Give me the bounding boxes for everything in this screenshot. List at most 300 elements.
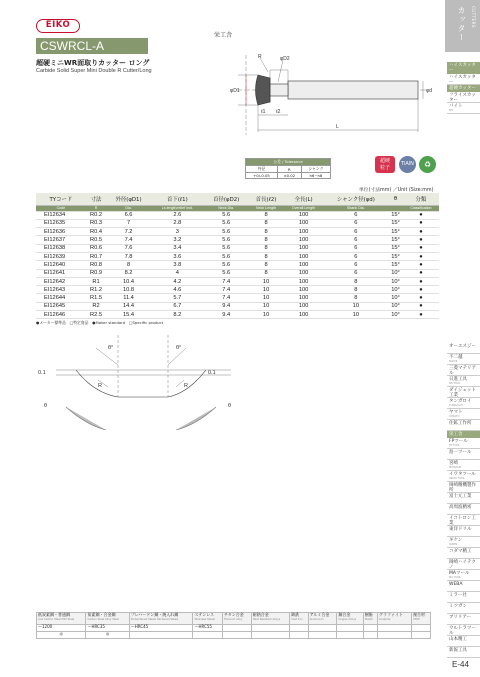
- sidebar-item[interactable]: [447, 493, 480, 504]
- table-cell: 8: [248, 211, 283, 219]
- table-cell: 7.2: [106, 228, 151, 236]
- table-cell: 10°: [388, 302, 403, 310]
- category-tab[interactable]: [445, 0, 480, 52]
- sidebar-item[interactable]: [447, 74, 480, 85]
- material-header: [378, 613, 412, 625]
- table-cell: 8: [248, 244, 283, 252]
- tolerance-val: h6~h8: [301, 173, 330, 179]
- table-cell: 2.8: [151, 219, 204, 227]
- table-cell: 5.6: [204, 261, 249, 269]
- table-cell: ●: [403, 311, 439, 319]
- table-cell: 6.7: [151, 302, 204, 310]
- cell-code: EI12646: [36, 311, 86, 319]
- material-header: [251, 613, 289, 625]
- material-hardness: [363, 625, 377, 632]
- detail-theta2-right: θ: [228, 403, 232, 409]
- table-cell: 100: [284, 228, 324, 236]
- sidebar-item[interactable]: [447, 460, 480, 471]
- column-header: 分類: [403, 193, 439, 205]
- table-cell: 100: [284, 219, 324, 227]
- sidebar-item-label: 三菱マテリアル: [449, 366, 476, 376]
- table-cell: 15.4: [106, 311, 151, 319]
- material-suitability: ◎: [37, 632, 86, 639]
- table-cell: R2: [86, 302, 106, 310]
- table-cell: 6: [324, 219, 389, 227]
- maker-name: 栄工舎: [214, 32, 233, 39]
- material-jp: ステンレス: [194, 612, 214, 617]
- table-cell: 8: [106, 261, 151, 269]
- column-header: 全長(L): [284, 193, 324, 205]
- cell-code: EI12642: [36, 277, 86, 285]
- product-table: [36, 193, 439, 319]
- table-cell: 2.6: [151, 211, 204, 219]
- detail-offset-left: 0.1: [38, 370, 46, 376]
- table-cell: 3.8: [151, 261, 204, 269]
- table-cell: 4.2: [151, 277, 204, 285]
- table-cell: 6: [324, 211, 389, 219]
- sidebar-item-label: WEBA: [449, 582, 463, 587]
- cutter-drawing: [228, 50, 443, 150]
- cell-code: EI12641: [36, 269, 86, 277]
- sidebar-item-label: ミツガン: [449, 604, 467, 609]
- material-jp: アルミ合金: [309, 612, 330, 617]
- material-suitability: [411, 632, 430, 639]
- cell-code: EI12639: [36, 252, 86, 260]
- sidebar-item[interactable]: [447, 376, 480, 387]
- sidebar-item-sub: GIKEN: [449, 543, 458, 546]
- label-d: φd: [426, 88, 433, 94]
- material-hardness: [222, 625, 251, 632]
- table-cell: 7.4: [106, 236, 151, 244]
- category-tab-jp: カッター: [457, 6, 466, 42]
- sidebar-item[interactable]: [447, 354, 480, 365]
- material-en: Graphite: [379, 617, 391, 621]
- material-en: Heat Resistant Alloys: [252, 617, 281, 621]
- eco-icon: ♻: [419, 156, 436, 173]
- sidebar-item[interactable]: [447, 504, 480, 515]
- sidebar-item-label: 東洋ドリル: [449, 527, 472, 532]
- detail-theta-left: θ°: [108, 345, 114, 351]
- table-cell: 6: [324, 261, 389, 269]
- column-header: 首径(φD2): [204, 193, 249, 205]
- cell-code: EI12645: [36, 302, 86, 310]
- material-hardness: [308, 625, 337, 632]
- sidebar-item-sub: MA TOOL: [449, 576, 461, 579]
- cell-code: EI12643: [36, 286, 86, 294]
- table-cell: 100: [284, 277, 324, 285]
- sidebar-item[interactable]: [447, 537, 480, 548]
- table-cell: 10°: [388, 277, 403, 285]
- sidebar-item-label: イワタツール: [449, 472, 476, 477]
- material-hardness: 〜HRC35: [86, 625, 129, 632]
- table-cell: 15°: [388, 219, 403, 227]
- material-header: [411, 613, 430, 625]
- material-jp: 銅合金: [338, 612, 351, 617]
- table-cell: 5.6: [204, 236, 249, 244]
- material-header: [193, 613, 222, 625]
- label-l2: ℓ2: [276, 109, 281, 115]
- table-cell: R0.5: [86, 236, 106, 244]
- material-suitability: [222, 632, 251, 639]
- table-cell: 100: [284, 294, 324, 302]
- column-header: θ: [388, 193, 403, 205]
- tolerance-col: R: [277, 166, 301, 173]
- tolerance-col: 外径: [246, 166, 278, 173]
- material-jp: 鋳鉄: [291, 612, 300, 617]
- table-row: [36, 236, 439, 244]
- table-cell: 100: [284, 261, 324, 269]
- sidebar-item-label: ダイジェット工業: [449, 388, 476, 398]
- material-en: Prehardened Steels Hardened Steels: [130, 617, 179, 621]
- table-cell: ●: [403, 244, 439, 252]
- material-hardness: [337, 625, 363, 632]
- sidebar-item[interactable]: [447, 592, 480, 603]
- table-cell: 9.4: [204, 311, 249, 319]
- table-cell: 100: [284, 244, 324, 252]
- sidebar-item[interactable]: [447, 449, 480, 460]
- tolerance-header: 公差 / Tolerance: [246, 159, 331, 166]
- table-cell: 6: [324, 269, 389, 277]
- material-en: Low Carbon Steel Mild Steel: [38, 617, 75, 621]
- sidebar-item-label: ハイスカッター: [449, 75, 476, 85]
- material-header: [337, 613, 363, 625]
- table-cell: 5.6: [204, 219, 249, 227]
- table-cell: 7: [106, 219, 151, 227]
- table-cell: 11.4: [106, 294, 151, 302]
- material-suitability: [337, 632, 363, 639]
- table-cell: ●: [403, 252, 439, 260]
- material-en: Carbon Steel Alloy Steel: [87, 617, 119, 621]
- sidebar-item[interactable]: [447, 603, 480, 614]
- label-overall-length: L: [336, 124, 339, 130]
- sidebar-item-label: バイト: [449, 104, 463, 109]
- material-jp: 複合材: [412, 612, 425, 617]
- table-cell: 10: [248, 286, 283, 294]
- sidebar-item-label: 高周波精密: [449, 505, 472, 510]
- table-cell: 6.6: [106, 211, 151, 219]
- detail-r-right: R: [184, 383, 188, 389]
- column-subheader: Ls length/relief knd.: [151, 205, 204, 211]
- material-suitability: [378, 632, 412, 639]
- sidebar-item[interactable]: [447, 647, 480, 658]
- table-cell: 5.6: [204, 228, 249, 236]
- sidebar-header[interactable]: [447, 431, 480, 438]
- material-hardness: [411, 625, 430, 632]
- table-cell: 100: [284, 311, 324, 319]
- material-suitability: ◎: [86, 632, 129, 639]
- table-cell: 15°: [388, 236, 403, 244]
- material-header: [86, 613, 129, 625]
- sidebar-item[interactable]: [447, 343, 480, 354]
- material-en: Aluminium: [309, 617, 324, 621]
- column-subheader: Code: [36, 205, 86, 211]
- material-header: [290, 613, 308, 625]
- sidebar-item[interactable]: [447, 636, 480, 647]
- tolerance-col: シャンク: [301, 166, 330, 173]
- sidebar-item-sub: IWATA TOOL: [449, 477, 465, 480]
- table-cell: 15°: [388, 211, 403, 219]
- table-cell: 10°: [388, 269, 403, 277]
- sidebar-item[interactable]: [447, 471, 480, 482]
- table-cell: 8.2: [106, 269, 151, 277]
- sidebar-item-sub: YAMATO: [449, 415, 460, 418]
- table-cell: ●: [403, 286, 439, 294]
- table-cell: 10°: [388, 294, 403, 302]
- table-cell: 14.4: [106, 302, 151, 310]
- coating-badge: TiAlN: [399, 156, 416, 173]
- table-cell: 5.7: [151, 294, 204, 302]
- table-cell: R1.5: [86, 294, 106, 302]
- sidebar-item-label: 日進工具: [449, 377, 467, 382]
- table-row: [36, 261, 439, 269]
- material-header: [37, 613, 86, 625]
- table-cell: 10: [324, 302, 389, 310]
- table-cell: R0.4: [86, 228, 106, 236]
- material-en: Plastic: [364, 617, 374, 621]
- sidebar-item[interactable]: [447, 614, 480, 625]
- table-cell: 100: [284, 236, 324, 244]
- column-subheader: Shank Dia.: [324, 205, 389, 211]
- sidebar-item[interactable]: [447, 526, 480, 537]
- cell-code: EI12635: [36, 219, 86, 227]
- sidebar-item[interactable]: [447, 398, 480, 409]
- material-hardness: 〜1200: [37, 625, 86, 632]
- sidebar-item-label: オーエスジー: [449, 344, 476, 349]
- label-r: R: [258, 54, 262, 60]
- table-row: [36, 286, 439, 294]
- sidebar-item-sub: BIT: [449, 109, 454, 112]
- sidebar-item[interactable]: [447, 438, 480, 449]
- sidebar-item-sub: TUNGALOY: [449, 404, 464, 407]
- table-cell: R0.7: [86, 252, 106, 260]
- table-cell: 7.4: [204, 294, 249, 302]
- table-cell: 6: [324, 252, 389, 260]
- sidebar-item[interactable]: [447, 482, 480, 493]
- table-cell: 3.4: [151, 244, 204, 252]
- table-cell: ●: [403, 261, 439, 269]
- sidebar-item-sub: NS TOOL: [449, 382, 461, 385]
- table-cell: R1.2: [86, 286, 106, 294]
- column-subheader: Dia.: [106, 205, 151, 211]
- sidebar-item-label: 島一ツール: [449, 450, 472, 455]
- material-jp: 低炭素鋼・普通鋼: [38, 612, 70, 617]
- column-header: 首下(ℓ1): [151, 193, 204, 205]
- material-jp: グラファイト: [379, 612, 403, 617]
- tolerance-val: +0/-0.05: [246, 173, 278, 179]
- table-cell: 10.8: [106, 286, 151, 294]
- table-cell: 10: [248, 294, 283, 302]
- table-cell: 9.4: [204, 302, 249, 310]
- sidebar-brand-nav: [447, 343, 480, 658]
- detail-drawing: [36, 335, 241, 430]
- product-title-jp: 超硬ミニWR面取りカッター ロング: [36, 59, 150, 67]
- material-header: [222, 613, 251, 625]
- material-header: [308, 613, 337, 625]
- tolerance-table: [245, 158, 331, 179]
- page-number: E-44: [452, 660, 469, 669]
- table-row: [36, 228, 439, 236]
- sidebar-item-sub: FP TOOL: [449, 444, 460, 447]
- table-cell: 7.8: [106, 252, 151, 260]
- table-row: [36, 269, 439, 277]
- table-cell: 4.6: [151, 286, 204, 294]
- table-cell: 6: [324, 228, 389, 236]
- table-cell: 8: [248, 219, 283, 227]
- detail-theta2-left: θ: [44, 403, 48, 409]
- table-cell: 8: [324, 286, 389, 294]
- material-suitability: [290, 632, 308, 639]
- cell-code: EI12637: [36, 236, 86, 244]
- table-cell: 8: [324, 294, 389, 302]
- table-cell: 100: [284, 211, 324, 219]
- sidebar-item[interactable]: [447, 92, 480, 103]
- cell-code: EI12636: [36, 228, 86, 236]
- sidebar-item[interactable]: [447, 625, 480, 636]
- table-cell: R0.8: [86, 261, 106, 269]
- sidebar-item-label: 宮崎: [449, 461, 458, 466]
- cell-code: EI12644: [36, 294, 86, 302]
- table-cell: 100: [284, 269, 324, 277]
- cell-code: EI12638: [36, 244, 86, 252]
- table-cell: ●: [403, 236, 439, 244]
- detail-offset-right: 0.1: [208, 370, 216, 376]
- column-subheader: Neck Length: [248, 205, 283, 211]
- material-table: [36, 612, 431, 639]
- sidebar-item-sub: NACHI: [449, 360, 458, 363]
- material-hardness: [251, 625, 289, 632]
- table-cell: 7.4: [204, 277, 249, 285]
- material-header: [363, 613, 377, 625]
- sidebar-item-label: FPツール: [449, 439, 468, 444]
- table-cell: ●: [403, 277, 439, 285]
- table-cell: 100: [284, 252, 324, 260]
- sidebar-header[interactable]: [447, 62, 480, 74]
- material-en: CFRP: [412, 617, 420, 621]
- table-cell: 5.6: [204, 269, 249, 277]
- table-row: [36, 219, 439, 227]
- sidebar-item-label: 新報工具: [449, 648, 467, 653]
- table-cell: R0.2: [86, 211, 106, 219]
- material-en: Copper Alloys: [338, 617, 357, 621]
- sidebar-item[interactable]: [447, 581, 480, 592]
- sidebar-item[interactable]: [447, 420, 480, 431]
- table-row: [36, 302, 439, 310]
- carbide-badge: 超硬 粒子: [375, 156, 395, 173]
- sidebar-item-label: ブリリアー: [449, 615, 472, 620]
- sidebar-item-label: 栄工舎: [449, 432, 463, 437]
- table-cell: 8: [324, 277, 389, 285]
- category-tab-en: CUTTERS: [471, 6, 476, 28]
- table-cell: 8: [248, 228, 283, 236]
- sidebar-item[interactable]: [447, 548, 480, 559]
- column-subheader: R: [86, 205, 106, 211]
- table-cell: 5.6: [204, 211, 249, 219]
- sidebar-item-label: ハイスカッター: [449, 63, 476, 73]
- table-cell: 8: [248, 252, 283, 260]
- material-jp: プレハードン鋼・焼入れ鋼: [130, 612, 179, 617]
- table-cell: 15°: [388, 252, 403, 260]
- table-cell: 7.4: [204, 286, 249, 294]
- material-header: [129, 613, 193, 625]
- sidebar-item-sub: MIYAZAKI: [449, 466, 462, 469]
- sidebar-item-label: タンガロイ: [449, 399, 472, 404]
- sidebar-item-label: ヤマト: [449, 410, 463, 415]
- sidebar-item-label: 富士元工業: [449, 494, 472, 499]
- sidebar-category-nav: [447, 62, 480, 114]
- material-jp: 耐熱合金: [252, 612, 269, 617]
- detail-theta-right: θ°: [176, 345, 182, 351]
- table-cell: ●: [403, 219, 439, 227]
- sidebar-item-label: 岡崎精機製作所: [449, 483, 476, 493]
- cell-code: EI12634: [36, 211, 86, 219]
- table-cell: 8: [248, 269, 283, 277]
- detail-r-left: R: [98, 383, 102, 389]
- table-cell: 8: [248, 236, 283, 244]
- sidebar-header[interactable]: [447, 85, 480, 92]
- sidebar-item[interactable]: [447, 515, 480, 526]
- sidebar-item-label: イコトロン工業: [449, 516, 476, 526]
- table-cell: 8: [248, 261, 283, 269]
- table-cell: ●: [403, 228, 439, 236]
- material-jp: チタン合金: [223, 612, 244, 617]
- sidebar-item-label: 超硬カッター: [449, 86, 476, 91]
- table-cell: R0.6: [86, 244, 106, 252]
- material-jp: 炭素鋼・合金鋼: [87, 612, 116, 617]
- sidebar-item-label: ウルトラツール: [449, 626, 476, 636]
- table-row: [36, 311, 439, 319]
- table-row: [36, 277, 439, 285]
- table-cell: R1: [86, 277, 106, 285]
- sidebar-item[interactable]: [447, 559, 480, 570]
- table-cell: ●: [403, 302, 439, 310]
- tolerance-val: ±0.02: [277, 173, 301, 179]
- material-suitability: [308, 632, 337, 639]
- material-suitability: [193, 632, 222, 639]
- sidebar-item[interactable]: [447, 409, 480, 420]
- eiko-logo: EIKO: [36, 19, 80, 33]
- table-row: [36, 294, 439, 302]
- table-cell: 4: [151, 269, 204, 277]
- column-header: 外径(φD1): [106, 193, 151, 205]
- sidebar-item-label: 岡崎ハイテクノ: [449, 560, 476, 570]
- sidebar-item[interactable]: [447, 570, 480, 581]
- column-header: 首長(ℓ2): [248, 193, 283, 205]
- material-suitability: [363, 632, 377, 639]
- column-header: TYコード: [36, 193, 86, 205]
- material-en: Cast Iron: [291, 617, 303, 621]
- table-row: [36, 244, 439, 252]
- sidebar-item[interactable]: [447, 103, 480, 114]
- column-subheader: Classification: [403, 205, 439, 211]
- material-hardness: 〜HRC55: [193, 625, 222, 632]
- sidebar-item-label: 不二越: [449, 355, 463, 360]
- table-row: [36, 252, 439, 260]
- sidebar-item-label: 住鉱工作所: [449, 421, 472, 426]
- table-cell: 5.6: [204, 252, 249, 260]
- table-cell: ●: [403, 269, 439, 277]
- table-cell: 15°: [388, 228, 403, 236]
- sidebar-item[interactable]: [447, 365, 480, 376]
- table-cell: 7.6: [106, 244, 151, 252]
- sidebar-item[interactable]: [447, 387, 480, 398]
- table-cell: 6: [324, 244, 389, 252]
- table-row: [36, 211, 439, 219]
- table-cell: 10: [248, 277, 283, 285]
- table-cell: 10°: [388, 311, 403, 319]
- material-suitability: [129, 632, 193, 639]
- material-hardness: [290, 625, 308, 632]
- label-d2: φD2: [280, 56, 290, 62]
